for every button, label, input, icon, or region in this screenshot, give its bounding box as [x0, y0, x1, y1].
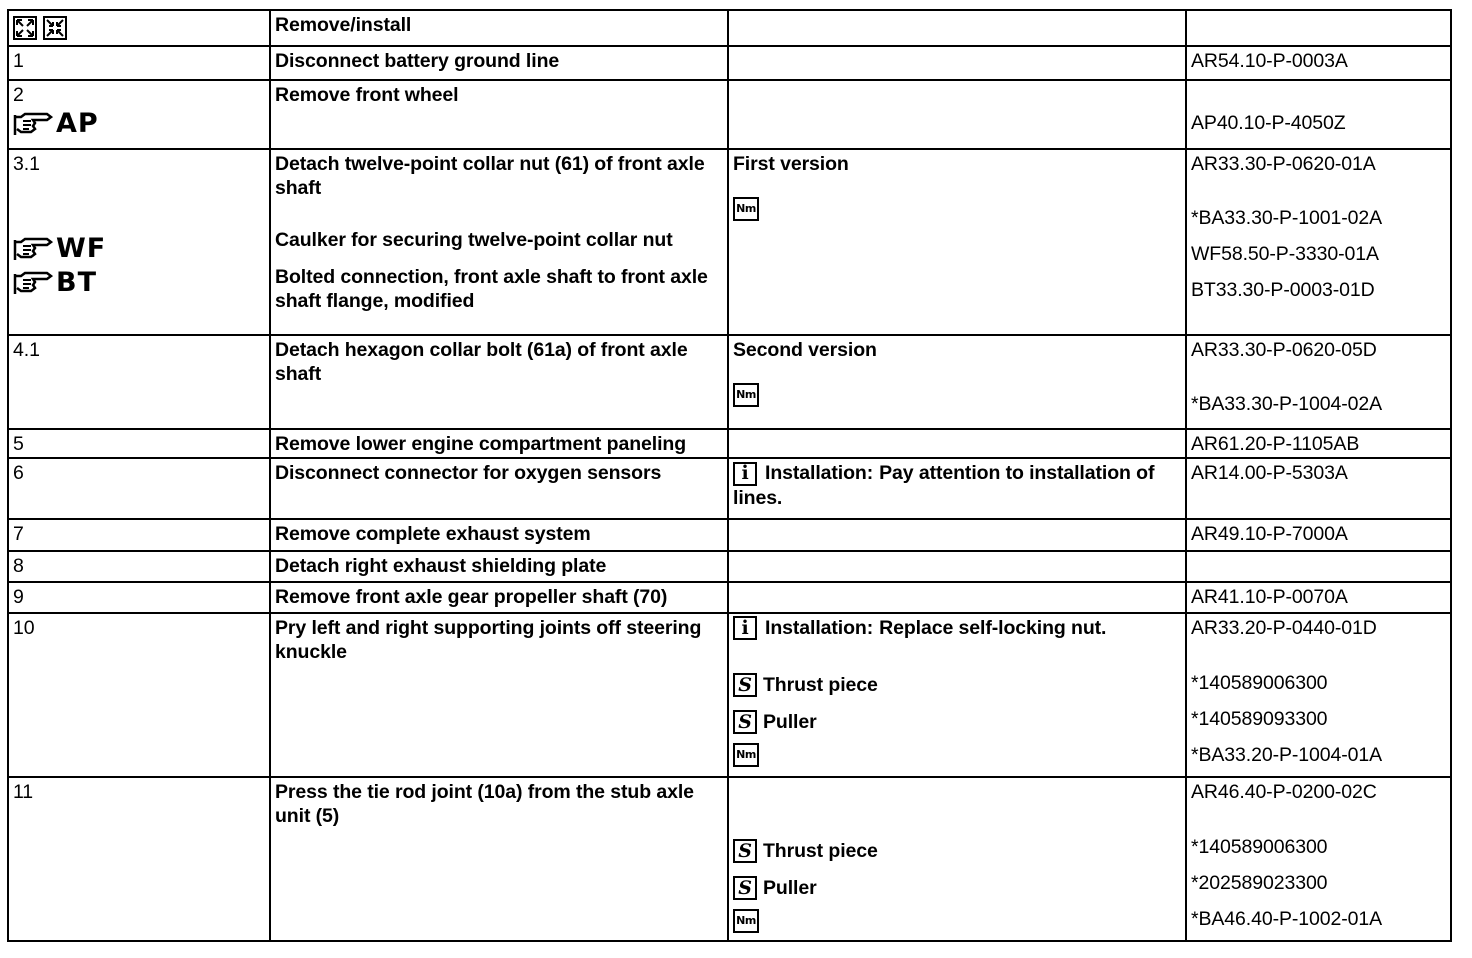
torque-nm-icon[interactable]: Nm: [733, 743, 759, 767]
table-row: [8, 149, 1451, 335]
pointing-hand-icon: [13, 270, 53, 296]
step-number: 5: [8, 429, 270, 458]
special-tool-thrust-piece[interactable]: [733, 836, 1181, 866]
step-note-cell: [728, 149, 1186, 335]
procedure-table: [7, 9, 1452, 942]
step-note: [728, 429, 1186, 458]
reference-cell: [1186, 149, 1451, 335]
step-number: 8: [8, 551, 270, 582]
ap-tag[interactable]: [13, 107, 265, 141]
step-number: 2: [13, 84, 24, 106]
table-row: [8, 46, 1451, 80]
reference-cell: [1186, 80, 1451, 149]
table-row: [8, 551, 1451, 582]
table-row: [8, 613, 1451, 777]
reference-link[interactable]: AR14.00-P-5303A: [1186, 458, 1451, 519]
header-col3: [728, 10, 1186, 46]
installation-note-cell: [728, 458, 1186, 519]
special-tool-icon: S: [733, 673, 757, 697]
tool-label: Thrust piece: [763, 840, 878, 862]
installation-label: Installation:: [765, 462, 874, 484]
reference-link[interactable]: AR33.20-P-0440-01D: [1191, 617, 1377, 639]
header-icons-cell: [8, 10, 270, 46]
header-col4: [1186, 10, 1451, 46]
reference-link: [1186, 551, 1451, 582]
step-description: Remove front wheel: [270, 80, 728, 149]
step-cell: [8, 149, 270, 335]
step-description: Remove front axle gear propeller shaft (70): [270, 582, 728, 613]
table-row: [8, 335, 1451, 429]
step-note-cell: [728, 613, 1186, 777]
step-note: [728, 551, 1186, 582]
step-number: 4.1: [8, 335, 270, 429]
bt-reference-link[interactable]: BT33.30-P-0003-01D: [1191, 279, 1375, 301]
step-description: Detach right exhaust shielding plate: [270, 551, 728, 582]
step-number: 3.1: [13, 153, 40, 175]
bt-tag[interactable]: [13, 266, 265, 300]
tool-label: Puller: [763, 711, 817, 733]
step-note: [728, 519, 1186, 551]
step-description: Disconnect connector for oxygen sensors: [270, 458, 728, 519]
table-row: [8, 582, 1451, 613]
wf-tag-label: WF: [56, 233, 107, 264]
step-number: 9: [8, 582, 270, 613]
torque-nm-icon[interactable]: Nm: [733, 383, 759, 407]
reference-link[interactable]: AR61.20-P-1105AB: [1186, 429, 1451, 458]
wf-reference-link[interactable]: WF58.50-P-3330-01A: [1191, 243, 1379, 265]
special-tool-icon: S: [733, 710, 757, 734]
reference-link[interactable]: AR46.40-P-0200-02C: [1191, 781, 1377, 803]
installation-label: Installation:: [765, 617, 874, 639]
step-number: 7: [8, 519, 270, 551]
step-description: Press the tie rod joint (10a) from the stub axle unit (5): [270, 777, 728, 941]
torque-reference-link[interactable]: *BA33.20-P-1004-01A: [1191, 744, 1383, 766]
step-number: 10: [8, 613, 270, 777]
step-note-cell: [728, 777, 1186, 941]
special-tool-thrust-piece[interactable]: [733, 670, 1181, 700]
bt-tag-label: BT: [56, 267, 97, 298]
torque-nm-icon[interactable]: Nm: [733, 197, 759, 221]
wf-tag[interactable]: [13, 232, 265, 266]
info-icon[interactable]: i: [733, 462, 757, 486]
step-description: Pry left and right supporting joints off steering knuckle: [270, 613, 728, 777]
installation-text: Pay attention to installation of lines.: [733, 462, 1155, 509]
torque-nm-icon[interactable]: Nm: [733, 909, 759, 933]
torque-reference-link[interactable]: *BA46.40-P-1002-01A: [1191, 908, 1383, 930]
table-row: [8, 429, 1451, 458]
special-tool-puller[interactable]: [733, 704, 1181, 740]
tool-label: Thrust piece: [763, 674, 878, 696]
table-row: [8, 458, 1451, 519]
expand-arrows-icon[interactable]: [13, 16, 37, 40]
collapse-arrows-icon[interactable]: [43, 16, 67, 40]
reference-cell: [1186, 777, 1451, 941]
installation-note: [733, 462, 1154, 509]
pointing-hand-icon: [13, 236, 53, 262]
tool1-reference-link[interactable]: *140589006300: [1191, 836, 1328, 858]
tool2-reference-link[interactable]: *202589023300: [1191, 872, 1328, 894]
reference-link[interactable]: AR33.30-P-0620-01A: [1191, 153, 1376, 175]
procedure-sheet: [7, 9, 1450, 942]
table-row: [8, 777, 1451, 941]
installation-note: [733, 616, 1181, 640]
step-description: Detach hexagon collar bolt (61a) of front axle shaft: [270, 335, 728, 429]
step-description: Detach twelve-point collar nut (61) of front axle shaft: [275, 153, 705, 199]
reference-link[interactable]: AP40.10-P-4050Z: [1191, 112, 1346, 134]
info-icon[interactable]: i: [733, 616, 757, 640]
header-title: Remove/install: [270, 10, 728, 46]
reference-link[interactable]: AR41.10-P-0070A: [1186, 582, 1451, 613]
bt-description: Bolted connection, front axle shaft to front axle shaft flange, modified: [275, 266, 708, 312]
table-row: [8, 519, 1451, 551]
version-note: First version: [733, 153, 849, 175]
tool2-reference-link[interactable]: *140589093300: [1191, 708, 1328, 730]
step-number: 11: [8, 777, 270, 941]
reference-cell: [1186, 335, 1451, 429]
step-description: Remove complete exhaust system: [270, 519, 728, 551]
tool-label: Puller: [763, 877, 817, 899]
ap-tag-label: AP: [56, 108, 99, 139]
step-description: Disconnect battery ground line: [270, 46, 728, 80]
special-tool-puller[interactable]: [733, 870, 1181, 906]
reference-link[interactable]: AR33.30-P-0620-05D: [1191, 339, 1377, 361]
step-number: 1: [8, 46, 270, 80]
pointing-hand-icon: [13, 111, 53, 137]
reference-link[interactable]: AR54.10-P-0003A: [1186, 46, 1451, 80]
reference-cell: [1186, 613, 1451, 777]
wf-description: Caulker for securing twelve-point collar nut: [275, 229, 673, 251]
installation-text: Replace self-locking nut.: [879, 617, 1107, 639]
step-description-cell: [270, 149, 728, 335]
version-note: Second version: [733, 339, 877, 361]
tool1-reference-link[interactable]: *140589006300: [1191, 672, 1328, 694]
torque-reference-link[interactable]: *BA33.30-P-1004-02A: [1191, 393, 1383, 415]
special-tool-icon: S: [733, 839, 757, 863]
special-tool-icon: S: [733, 876, 757, 900]
step-note-cell: [728, 335, 1186, 429]
step-cell: [8, 80, 270, 149]
step-note: [728, 582, 1186, 613]
table-header-row: [8, 10, 1451, 46]
step-number: 6: [8, 458, 270, 519]
table-row: [8, 80, 1451, 149]
torque-reference-link[interactable]: *BA33.30-P-1001-02A: [1191, 207, 1383, 229]
step-note: [728, 80, 1186, 149]
reference-link[interactable]: AR49.10-P-7000A: [1186, 519, 1451, 551]
step-note: [728, 46, 1186, 80]
step-description: Remove lower engine compartment paneling: [270, 429, 728, 458]
